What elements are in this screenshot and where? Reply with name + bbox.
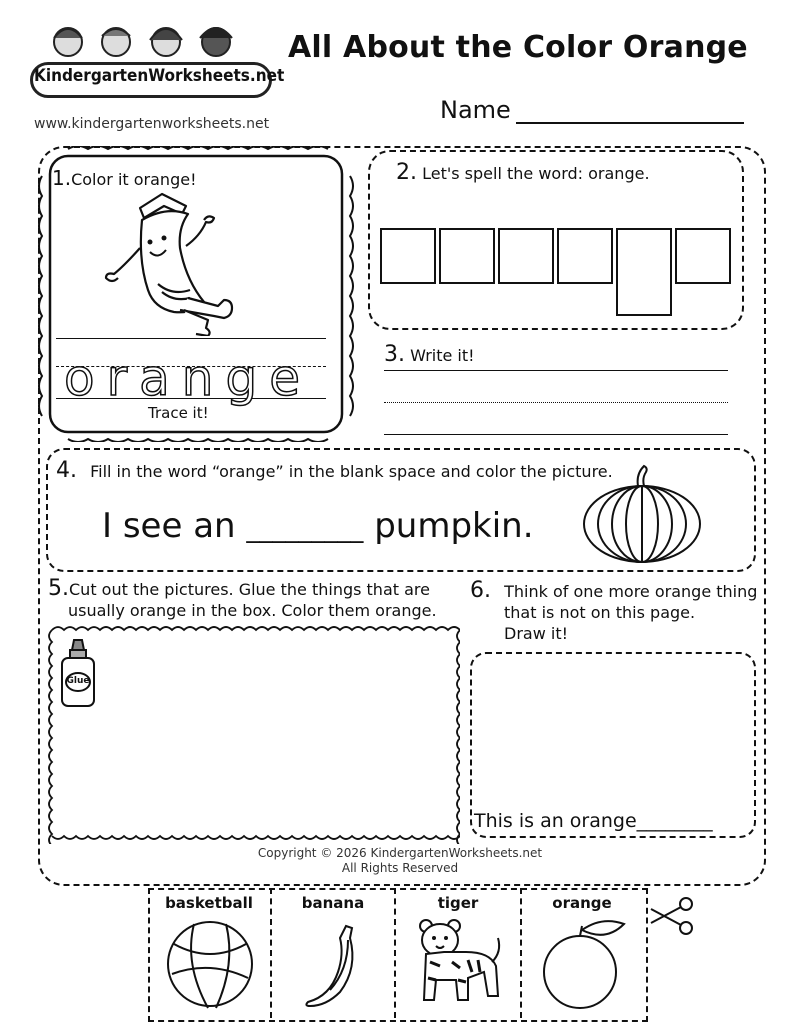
spell-letter-box[interactable]	[557, 228, 613, 284]
spell-letter-box[interactable]	[498, 228, 554, 284]
scissors-icon[interactable]	[648, 892, 696, 940]
banana-icon	[300, 922, 370, 1010]
section6-line3: Draw it!	[504, 624, 569, 643]
section2-heading	[396, 160, 650, 185]
section5-line1: Cut out the pictures. Glue the things that are	[69, 580, 430, 599]
section3-heading	[384, 342, 475, 367]
sentence-start: I see an	[102, 506, 236, 546]
section1-instruction: Color it orange!	[71, 170, 197, 189]
rights-text: All Rights Reserved	[341, 861, 459, 875]
section1-heading	[52, 166, 196, 190]
site-url: www.kindergartenworksheets.net	[34, 116, 270, 132]
crayon-character-icon	[100, 188, 250, 336]
section6-number: 6.	[470, 578, 491, 603]
section6-line1: Think of one more orange thing	[504, 582, 758, 601]
section6-line2: that is not on this page.	[504, 603, 696, 622]
page-title: All About the Color Orange	[288, 30, 748, 65]
glue-box-frame[interactable]	[44, 622, 460, 844]
section5-line2: usually orange in the box. Color them orange.	[68, 601, 437, 620]
section4-number: 4.	[56, 458, 77, 483]
cutout-label-tiger: tiger	[437, 894, 479, 912]
section2-instruction: Let's spell the word: orange.	[422, 164, 650, 183]
section5-number: 5.	[48, 576, 69, 601]
pumpkin-icon	[580, 462, 704, 566]
logo-text: KindergartenWorksheets.net	[34, 66, 285, 86]
spell-letter-box[interactable]	[380, 228, 436, 284]
name-label: Name	[440, 96, 511, 124]
copyright-notice	[0, 846, 800, 876]
section6-caption: This is an orange________	[474, 810, 713, 832]
spell-letter-box[interactable]	[675, 228, 731, 284]
writing-top-line	[384, 370, 728, 371]
basketball-icon	[164, 918, 256, 1010]
spell-letter-box-tall[interactable]	[616, 228, 672, 316]
name-input-line[interactable]	[516, 122, 744, 124]
orange-icon	[540, 918, 630, 1010]
logo-kids-icon	[44, 20, 244, 66]
fill-in-sentence	[102, 506, 534, 546]
writing-mid-line	[384, 402, 728, 403]
trace-word[interactable]: orange	[64, 349, 312, 407]
section4-instruction: Fill in the word “orange” in the blank space and color the picture.	[90, 462, 613, 481]
writing-base-line[interactable]	[384, 434, 728, 435]
cutout-label-banana: banana	[301, 894, 365, 912]
section5-heading	[48, 578, 437, 621]
glue-label: Glue	[66, 676, 90, 686]
trace-label: Trace it!	[148, 404, 209, 422]
glue-bottle-icon	[58, 638, 98, 710]
sentence-end: pumpkin.	[374, 506, 534, 546]
cutout-label-orange: orange	[552, 894, 612, 912]
section6-heading	[470, 580, 757, 644]
tiger-icon	[412, 916, 506, 1012]
section1-number: 1.	[52, 166, 72, 190]
section3-instruction: Write it!	[410, 346, 475, 365]
drawing-baseline	[56, 338, 326, 339]
section2-number: 2.	[396, 160, 417, 185]
section4-heading	[56, 458, 613, 483]
copyright-text: Copyright © 2026 KindergartenWorksheets.net	[257, 846, 543, 860]
spell-letter-box[interactable]	[439, 228, 495, 284]
section3-number: 3.	[384, 342, 405, 367]
sentence-blank[interactable]: _________	[246, 514, 364, 544]
cutout-label-basketball: basketball	[165, 894, 253, 912]
